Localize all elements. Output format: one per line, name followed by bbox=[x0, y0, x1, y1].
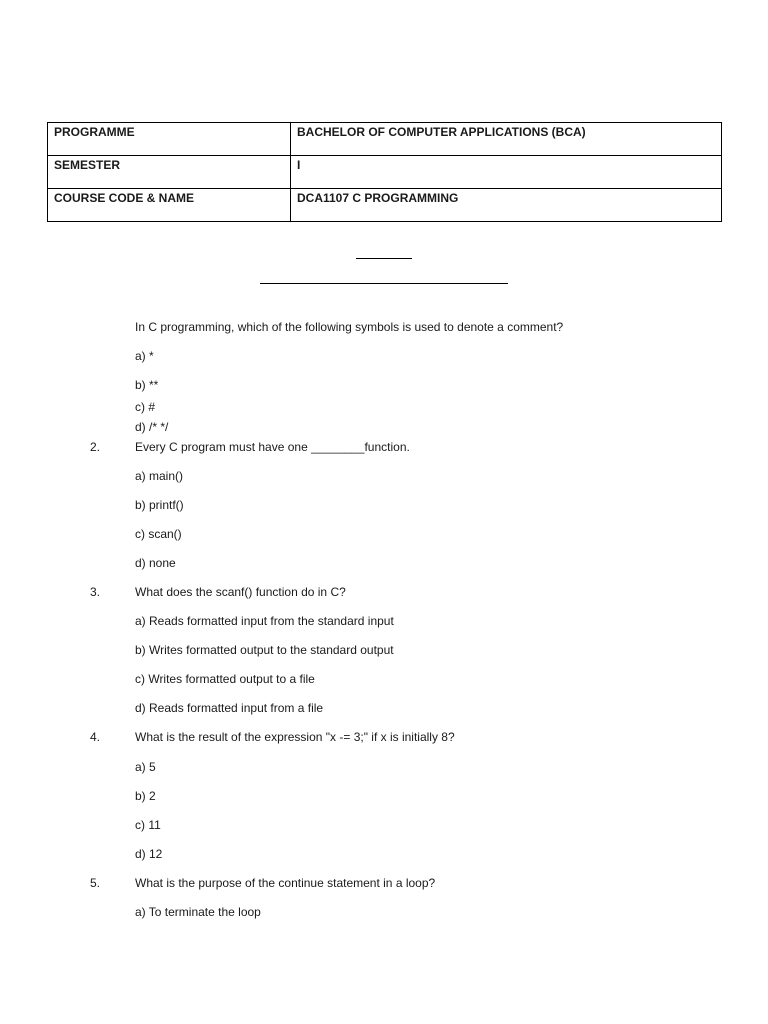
question-3-option-b: b) Writes formatted output to the standard output bbox=[135, 643, 394, 657]
course-info-table bbox=[47, 122, 722, 222]
question-2-option-d: d) none bbox=[135, 556, 176, 570]
question-1-option-c: c) # bbox=[135, 400, 156, 414]
programme-value: BACHELOR OF COMPUTER APPLICATIONS (BCA) bbox=[291, 123, 722, 156]
question-2-option-c: c) scan() bbox=[135, 527, 182, 541]
question-4-text: What is the result of the expression "x -= 3;" if x is initially 8? bbox=[135, 730, 455, 744]
course-value: DCA1107 C PROGRAMMING bbox=[291, 189, 722, 222]
question-2-number: 2. bbox=[90, 440, 101, 454]
question-5-number: 5. bbox=[90, 876, 101, 890]
question-1-text: In C programming, which of the following symbols is used to denote a comment? bbox=[135, 320, 564, 334]
question-3-option-d: d) Reads formatted input from a file bbox=[135, 701, 324, 715]
question-2-text: Every C program must have one ________function. bbox=[135, 440, 410, 454]
course-label: COURSE CODE & NAME bbox=[48, 189, 291, 222]
long-divider bbox=[260, 283, 508, 284]
question-4-option-a: a) 5 bbox=[135, 760, 156, 774]
question-5-text: What is the purpose of the continue statement in a loop? bbox=[135, 876, 436, 890]
question-4-number: 4. bbox=[90, 730, 101, 744]
short-divider bbox=[356, 258, 412, 259]
question-2-option-b: b) printf() bbox=[135, 498, 184, 512]
question-1-option-b: b) ** bbox=[135, 378, 159, 392]
semester-label: SEMESTER bbox=[48, 156, 291, 189]
question-3-option-a: a) Reads formatted input from the standard input bbox=[135, 614, 394, 628]
question-5-option-a: a) To terminate the loop bbox=[135, 905, 261, 919]
question-4-option-b: b) 2 bbox=[135, 789, 156, 803]
table-row bbox=[48, 156, 722, 189]
question-3-option-c: c) Writes formatted output to a file bbox=[135, 672, 315, 686]
table-row bbox=[48, 123, 722, 156]
question-1-option-a: a) * bbox=[135, 349, 154, 363]
programme-label: PROGRAMME bbox=[48, 123, 291, 156]
question-4-option-d: d) 12 bbox=[135, 847, 163, 861]
question-2-option-a: a) main() bbox=[135, 469, 184, 483]
question-3-number: 3. bbox=[90, 585, 101, 599]
table-row bbox=[48, 189, 722, 222]
question-1-option-d: d) /* */ bbox=[135, 420, 169, 434]
semester-value: I bbox=[291, 156, 722, 189]
question-4-option-c: c) 11 bbox=[135, 818, 161, 832]
question-3-text: What does the scanf() function do in C? bbox=[135, 585, 346, 599]
